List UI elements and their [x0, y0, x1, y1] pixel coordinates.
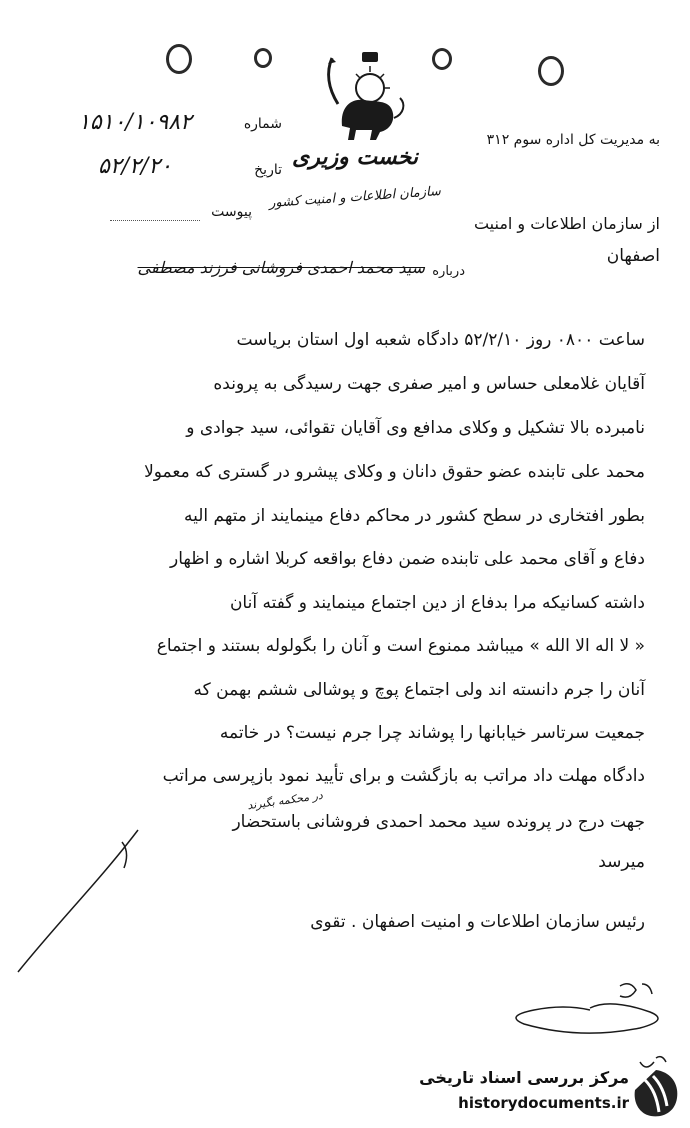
attachment-label: پیوست [211, 204, 252, 220]
subject-value: سید محمد احمدی فروشانی فرزند مصطفی [137, 258, 425, 277]
punch-hole [538, 56, 564, 86]
body-line: دفاع و آقای محمد علی تابنده ضمن دفاع بواقعه کربلا اشاره و اظهار [170, 549, 645, 569]
watermark-url: historydocuments.ir [458, 1094, 629, 1112]
body-line: دادگاه مهلت داد مراتب به بازگشت و برای تأیید نمود بازپرسی مراتب [162, 766, 645, 786]
date-value: ۵۲/۲/۲۰ [98, 154, 172, 179]
body-line: نامبرده بالا تشکیل و وکلای مدافع وی آقایان تقوائی، سید جوادی و [186, 418, 645, 438]
org-stamp: سازمان اطلاعات و امنیت کشور [268, 184, 442, 211]
punch-hole [166, 44, 192, 74]
body-line: میرسد [598, 852, 645, 872]
attachment-dotted-line [110, 220, 200, 221]
ministry-title: نخست وزیری [292, 144, 418, 170]
signature-line: رئیس سازمان اطلاعات و امنیت اصفهان . تقوی [310, 912, 645, 932]
interlinear-note: در محکمه بگیرند [246, 788, 324, 813]
watermark-title: مرکز بررسی اسناد تاریخی [419, 1068, 629, 1087]
body-line: آنان را جرم دانسته اند ولی اجتماع پوچ و پوشالی ششم بهمن که [193, 680, 645, 700]
punch-hole [432, 48, 452, 70]
number-label: شماره [243, 116, 282, 132]
lion-and-sun-emblem [318, 48, 410, 144]
body-line: آقایان غلامعلی حساس و امیر صفری جهت رسیدگی به پرونده [213, 374, 645, 394]
from-city: اصفهان [606, 246, 660, 266]
number-value: ۱۵۱۰/۱۰۹۸۲ [78, 110, 192, 135]
from-line: از سازمان اطلاعات و امنیت [473, 214, 660, 233]
margin-pen-stroke [10, 820, 150, 980]
body-line: بطور افتخاری در سطح کشور در محاکم دفاع مینمایند از متهم الیه [183, 506, 645, 526]
body-line: محمد علی تابنده عضو حقوق دانان و وکلای پیشرو در گستری که معمولا [144, 462, 645, 482]
recipient-line: به مدیریت کل اداره سوم ۳۱۲ [486, 132, 660, 148]
body-line: « لا اله الا الله » میباشد ممنوع است و آنان را بگولوله بستند و اجتماع [156, 636, 645, 656]
body-line: ساعت ۰۸۰۰ روز ۵۲/۲/۱۰ دادگاه شعبه اول استان بریاست [236, 330, 645, 350]
punch-hole [254, 48, 272, 68]
watermark-logo-icon [631, 1066, 681, 1120]
body-line: جمعیت سرتاسر خیابانها را پوشاند چرا جرم نیست؟ در خاتمه [219, 723, 645, 743]
date-label: تاریخ [254, 162, 282, 178]
body-line: جهت درج در پرونده سید محمد احمدی فروشانی باستحضار [232, 812, 645, 832]
watermark [395, 1062, 685, 1124]
body-line: داشته کسانیکه مرا بدفاع از دین اجتماع مینمایند و گفته آنان [229, 593, 645, 613]
subject-label: درباره [432, 264, 465, 279]
